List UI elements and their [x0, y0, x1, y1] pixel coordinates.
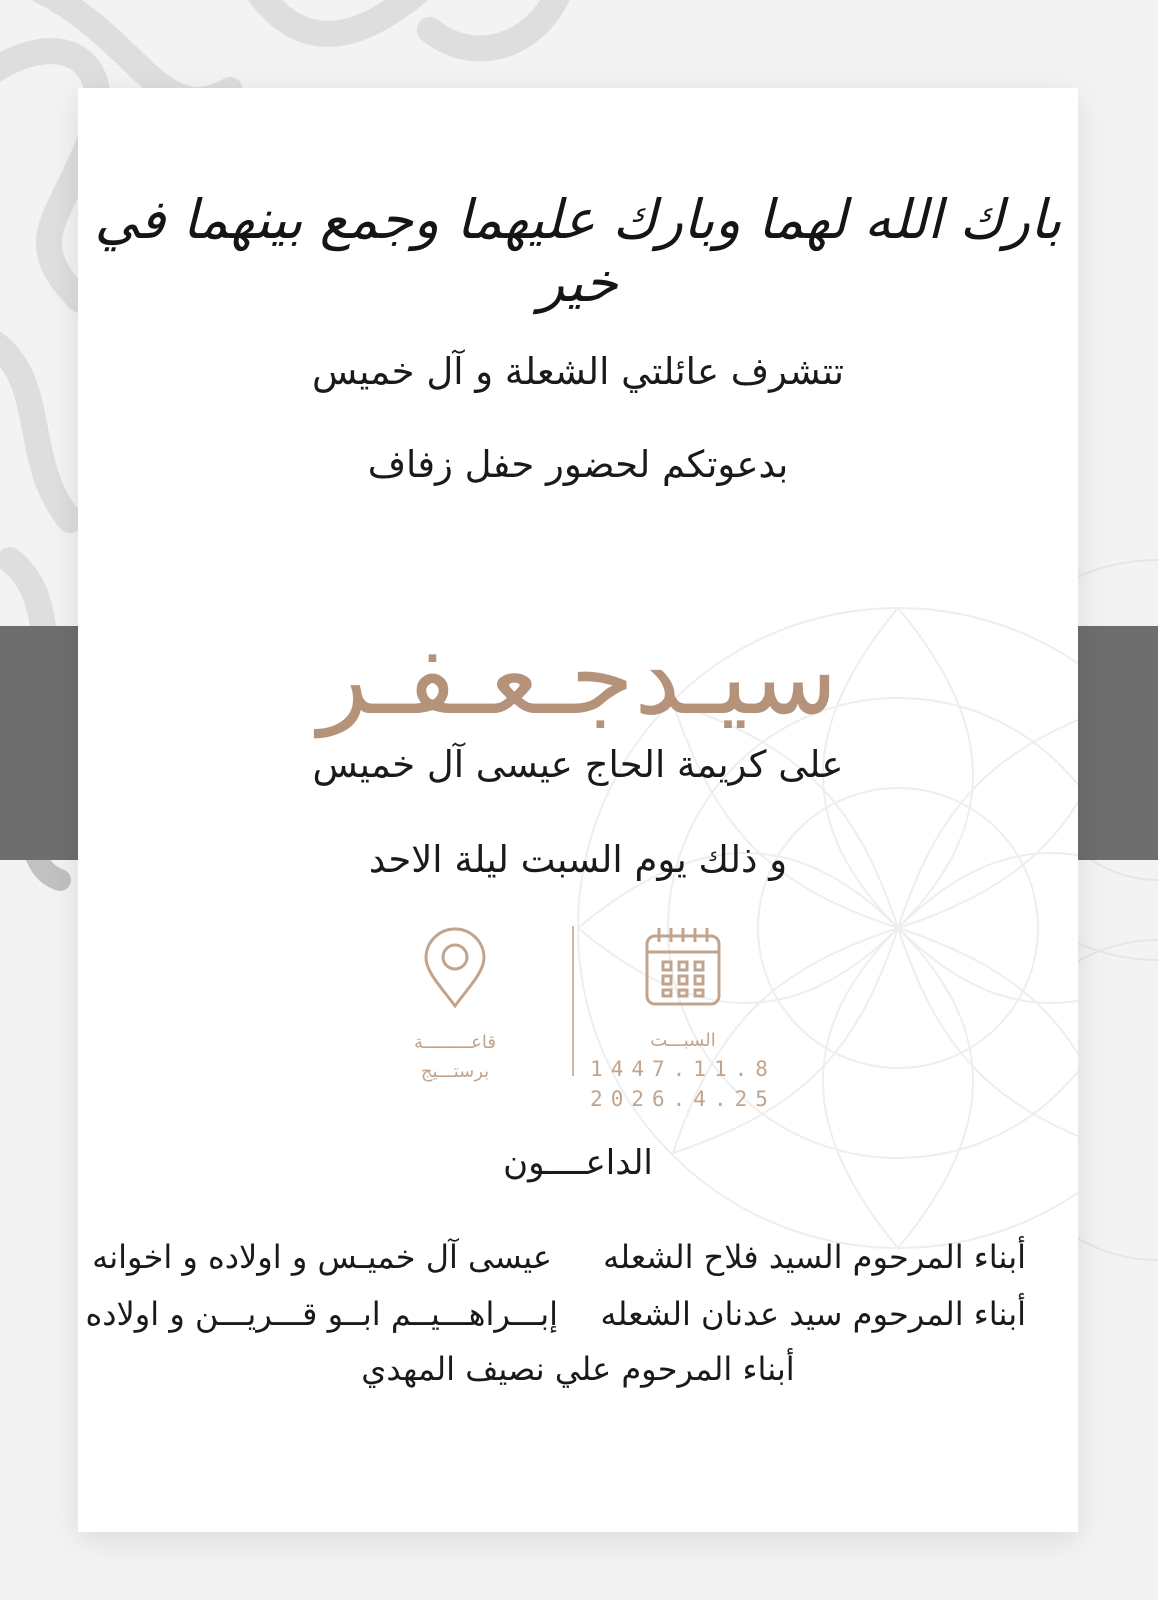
venue-label: قاعـــــــــة: [414, 1032, 496, 1053]
calendar-icon: [643, 924, 723, 1008]
host-row-1-left: عيسى آل خميـس و اولاده و اخوانه: [92, 1238, 552, 1276]
groom-name: سيـدجـعـفـر: [318, 616, 838, 738]
gregorian-date: 2026.4.25: [590, 1087, 776, 1111]
host-row-2-left: إبـــراهـــيــم ابــو قـــريـــن و اولاده: [85, 1295, 558, 1333]
hijri-date: 1447.11.8: [590, 1057, 776, 1081]
host-row-3: أبناء المرحوم علي نصيف المهدي: [361, 1350, 795, 1388]
host-families: تتشرف عائلتي الشعلة و آل خميس: [311, 350, 845, 393]
date-block: [568, 924, 798, 1111]
host-row-2-right: أبناء المرحوم سيد عدنان الشعله: [600, 1295, 1026, 1333]
invitation-card: [78, 88, 1078, 1532]
invite-text: بدعوتكم لحضور حفل زفاف: [367, 443, 789, 486]
weekday-label: السبـــت: [650, 1030, 716, 1051]
venue-name: برستـــيج: [420, 1061, 490, 1082]
hosts-title: الداعــــون: [503, 1143, 653, 1183]
vertical-divider: [572, 926, 574, 1076]
day-line: و ذلك يوم السبت ليلة الاحد: [368, 838, 788, 881]
location-pin-icon: [422, 926, 488, 1010]
bride-line: على كريمة الحاج عيسى آل خميس: [312, 743, 844, 786]
venue-block: [360, 926, 550, 1082]
host-row-1-right: أبناء المرحوم السيد فلاح الشعله: [603, 1238, 1026, 1276]
blessing-calligraphy: بارك الله لهما وبارك عليهما وجمع بينهما في خير: [94, 188, 1062, 314]
